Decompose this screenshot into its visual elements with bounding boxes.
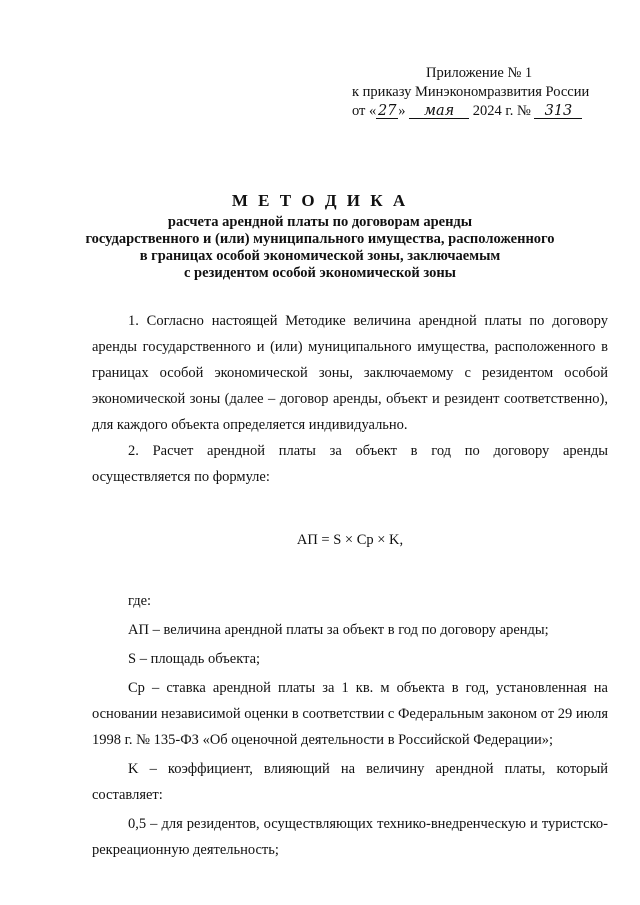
title-line-2: государственного и (или) муниципального имущества, расположенного (85, 231, 555, 247)
definition-cp: Cр – ставка арендной платы за 1 кв. м объекта в год, установленная на основании независимой оценки в соответствии с Федеральным законом от 29 июля 1998 г. № 135-ФЗ «Об оценочной деятельности в Российской Федерации»; (92, 680, 608, 748)
handwritten-number: 313 (534, 104, 582, 119)
definition-s: S – площадь объекта; (128, 651, 261, 667)
definition-ap: АП – величина арендной платы за объект в год по договору аренды; (128, 622, 549, 638)
title-line-3: в границах особой экономической зоны, заключаемым (139, 248, 501, 264)
formula: АП = S × Cр × K, (296, 532, 404, 548)
title-line-1: расчета арендной платы по договорам аренды (167, 214, 473, 230)
annex-header (352, 64, 602, 121)
handwritten-day: 27 (378, 103, 397, 119)
paragraph-1: 1. Согласно настоящей Методике величина арендной платы по договору аренды государственного и (или) муниципального имущества, расположенного в границах особой экономической зоны, заключаемому с резидентом особой экономической зоны (далее – договор аренды, объект и резидент соответственно), для каждого объекта определяется индивидуально. (92, 313, 608, 433)
coefficient-item-05: 0,5 – для резидентов, осуществляющих технико-внедренческую и туристско-рекреационную деятельность; (92, 816, 608, 858)
date-mid: » (398, 103, 406, 119)
year-text: 2024 г. № (472, 103, 531, 119)
document-title (80, 190, 560, 282)
date-prefix: от « (352, 103, 377, 119)
paragraph-2: 2. Расчет арендной платы за объект в год по договору аренды осуществляется по формуле: (92, 443, 608, 485)
document-body (92, 308, 608, 863)
annex-date-line (352, 102, 602, 121)
handwritten-month: мая (409, 104, 469, 119)
definition-k: K – коэффициент, влияющий на величину арендной платы, который составляет: (92, 761, 608, 803)
title-line-4: с резидентом особой экономической зоны (183, 265, 457, 281)
annex-order-ref: к приказу Минэкономразвития России (352, 84, 590, 100)
document-heading: М Е Т О Д И К А (231, 191, 409, 210)
annex-title: Приложение № 1 (426, 65, 533, 81)
where-label: где: (128, 593, 152, 609)
